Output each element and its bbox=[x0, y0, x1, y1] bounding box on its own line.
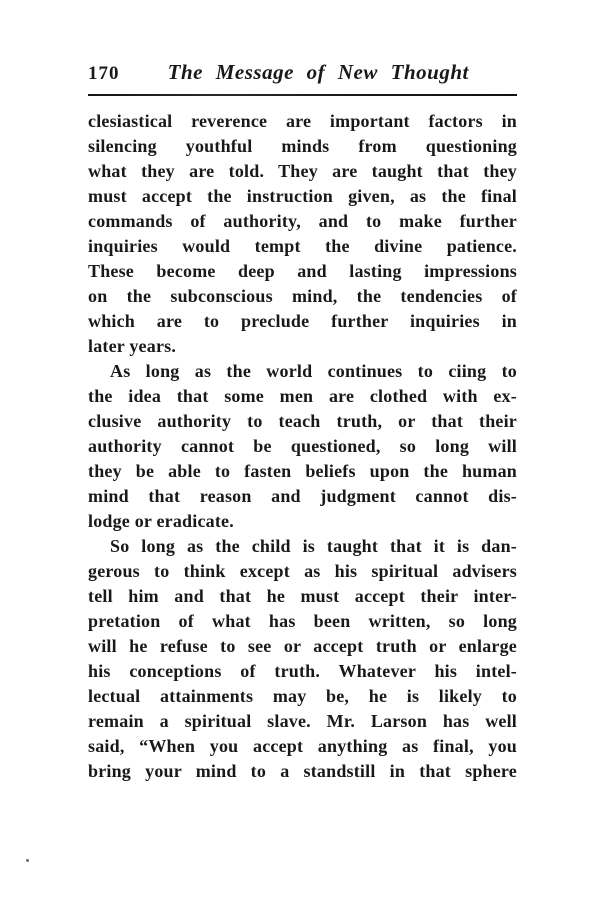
text-line: said, “When you accept anything as final, you bbox=[88, 736, 517, 756]
header-rule bbox=[88, 94, 517, 96]
paragraph bbox=[88, 359, 517, 534]
page-number: 170 bbox=[88, 63, 120, 84]
text-line: commands of authority, and to make further bbox=[88, 211, 517, 231]
text-line: later years. bbox=[88, 336, 177, 356]
text-line: lodge or eradicate. bbox=[88, 511, 234, 531]
text-line: which are to preclude further inquiries in bbox=[88, 311, 517, 331]
text-line: must accept the instruction given, as the final bbox=[88, 186, 517, 206]
text-line: the idea that some men are clothed with ex- bbox=[88, 386, 517, 406]
ink-speck bbox=[26, 859, 29, 862]
text-line: lectual attainments may be, he is likely to bbox=[88, 686, 517, 706]
text-line: remain a spiritual slave. Mr. Larson has well bbox=[88, 711, 517, 731]
text-line: mind that reason and judgment cannot dis- bbox=[88, 486, 517, 506]
text-line: pretation of what has been written, so long bbox=[88, 611, 517, 631]
text-line: These become deep and lasting impressions bbox=[88, 261, 517, 281]
paragraph bbox=[88, 534, 517, 784]
text-line: his conceptions of truth. Whatever his intel- bbox=[88, 661, 517, 681]
paragraph bbox=[88, 109, 517, 359]
text-line: on the subconscious mind, the tendencies of bbox=[88, 286, 517, 306]
text-line: inquiries would tempt the divine patience. bbox=[88, 236, 517, 256]
text-line: will he refuse to see or accept truth or enlarge bbox=[88, 636, 517, 656]
text-line: clusive authority to teach truth, or that their bbox=[88, 411, 517, 431]
text-line: what they are told. They are taught that they bbox=[88, 161, 517, 181]
text-line: authority cannot be questioned, so long will bbox=[88, 436, 517, 456]
running-title: The Message of New Thought bbox=[167, 60, 469, 84]
text-line: gerous to think except as his spiritual advisers bbox=[88, 561, 517, 581]
text-line: clesiastical reverence are important factors in bbox=[88, 111, 517, 131]
text-line: bring your mind to a standstill in that sphere bbox=[88, 761, 517, 781]
text-line: they be able to fasten beliefs upon the human bbox=[88, 461, 517, 481]
text-line: tell him and that he must accept their inter- bbox=[88, 586, 517, 606]
body-text bbox=[88, 109, 517, 784]
text-line: silencing youthful minds from questioning bbox=[88, 136, 517, 156]
running-head bbox=[88, 60, 517, 85]
text-line: So long as the child is taught that it is dan- bbox=[110, 536, 517, 556]
text-line: As long as the world continues to ciing to bbox=[110, 361, 517, 381]
